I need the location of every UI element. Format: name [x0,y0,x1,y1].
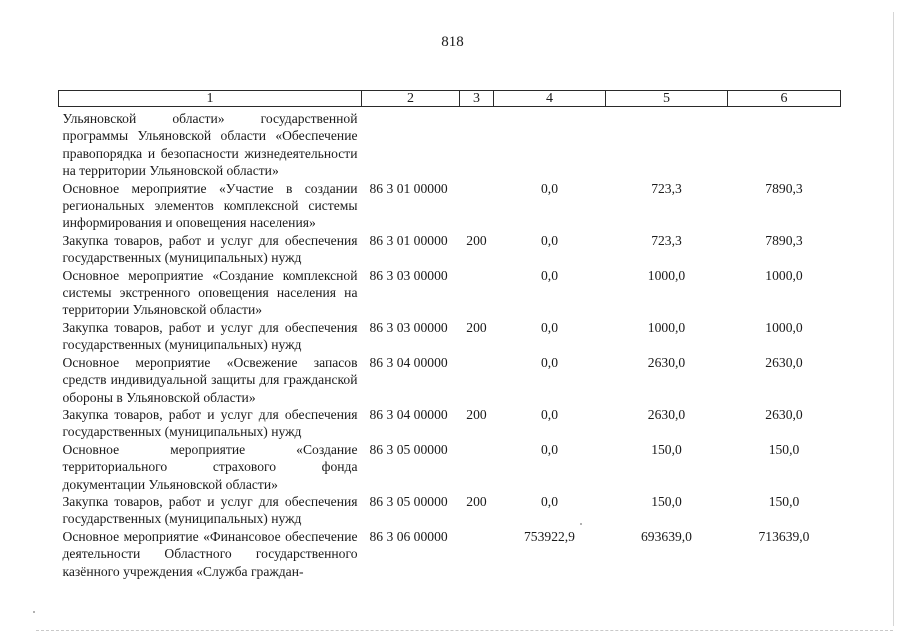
scan-edge-right [893,12,894,626]
row-value-col-6: 7890,3 [765,180,803,196]
row-code: 86 3 03 00000 [369,267,448,283]
table-row [59,441,841,493]
row-name: Ульяновской области» государственной программы Ульяновской области «Обеспечение правопорядка и безопасности жизнедеятельности на территории Ульяновской области» [62,111,358,179]
row-value-col-6: 1000,0 [765,319,803,335]
row-code: 86 3 04 00000 [369,354,448,370]
header-col-5: 5 [606,91,728,107]
row-value-col-5: 2630,0 [647,406,686,422]
row-name: Основное мероприятие «Освежение запасов средств индивидуальной защиты для гражданской обороны в Ульяновской области» [62,354,358,405]
row-value-col-5: 150,0 [651,493,682,509]
row-expense-type [460,441,494,493]
table-row [59,107,841,180]
table-row [59,493,841,528]
table-row [59,232,841,267]
row-value-col-4: 0,0 [541,232,558,248]
row-value-col-5: 1000,0 [647,319,686,335]
table-row [59,354,841,406]
row-value-col-5: 723,3 [651,232,682,248]
row-code: 86 3 01 00000 [369,232,448,248]
row-expense-type: 200 [466,232,487,248]
header-col-2: 2 [362,91,460,107]
row-value-col-4: 0,0 [541,493,558,509]
row-value-col-5: 723,3 [651,180,682,196]
row-value-col-6: 713639,0 [758,528,810,544]
table-row [59,267,841,319]
header-col-1: 1 [59,91,362,107]
page-number: 818 [441,34,464,50]
scan-speck [33,611,35,613]
budget-table [58,90,841,580]
row-value-col-4: 0,0 [541,180,558,196]
header-col-4: 4 [494,91,606,107]
row-value-col-4: 0,0 [541,406,558,422]
table-header-row [59,91,841,107]
table-row [59,319,841,354]
row-expense-type: 200 [466,406,487,422]
row-expense-type: 200 [466,493,487,509]
row-code [362,107,460,180]
row-code: 86 3 04 00000 [369,406,448,422]
row-code: 86 3 03 00000 [369,319,448,335]
row-value-col-5: 1000,0 [647,267,686,283]
row-name: Закупка товаров, работ и услуг для обеспечения государственных (муниципальных) нужд [62,406,358,440]
table-row [59,406,841,441]
header-col-3: 3 [460,91,494,107]
row-value-col-4 [494,107,606,180]
row-code: 86 3 05 00000 [369,441,448,457]
table-row [59,180,841,232]
row-value-col-4: 0,0 [541,267,558,283]
row-value-col-4: 0,0 [541,354,558,370]
table-row [59,528,841,580]
row-value-col-5 [606,107,728,180]
row-code: 86 3 05 00000 [369,493,448,509]
row-expense-type: 200 [466,319,487,335]
row-name: Основное мероприятие «Создание территориального страхового фонда документации Ульяновской области» [62,441,358,492]
row-expense-type [460,180,494,232]
scan-speck [580,523,582,525]
row-value-col-4: 753922,9 [524,528,575,544]
row-value-col-6: 150,0 [768,441,800,457]
row-value-col-5: 150,0 [651,441,682,457]
row-value-col-6: 150,0 [768,493,800,509]
row-code: 86 3 01 00000 [369,180,448,196]
row-expense-type [460,267,494,319]
row-expense-type [460,354,494,406]
row-value-col-6: 7890,3 [765,232,803,248]
row-name: Закупка товаров, работ и услуг для обеспечения государственных (муниципальных) нужд [62,319,358,353]
row-value-col-4: 0,0 [541,441,558,457]
row-value-col-5: 693639,0 [641,528,692,544]
header-col-6: 6 [728,91,841,107]
row-value-col-6: 2630,0 [765,406,803,422]
row-expense-type [460,107,494,180]
row-name: Основное мероприятие «Финансовое обеспечение деятельности Областного государственного казённого учреждения «Служба граждан- [62,528,358,579]
row-value-col-5: 2630,0 [647,354,686,370]
row-value-col-6: 1000,0 [765,267,803,283]
scan-edge-bottom [36,630,893,631]
row-name: Закупка товаров, работ и услуг для обеспечения государственных (муниципальных) нужд [62,493,358,527]
row-expense-type [460,528,494,580]
row-name: Закупка товаров, работ и услуг для обеспечения государственных (муниципальных) нужд [62,232,358,266]
row-value-col-6: 2630,0 [765,354,803,370]
row-name: Основное мероприятие «Участие в создании региональных элементов комплексной системы информирования и оповещения населения» [62,180,358,231]
row-code: 86 3 06 00000 [369,528,448,544]
row-name: Основное мероприятие «Создание комплексной системы экстренного оповещения населения на территории Ульяновской области» [62,267,358,318]
row-value-col-4: 0,0 [541,319,558,335]
row-value-col-6 [728,107,841,180]
